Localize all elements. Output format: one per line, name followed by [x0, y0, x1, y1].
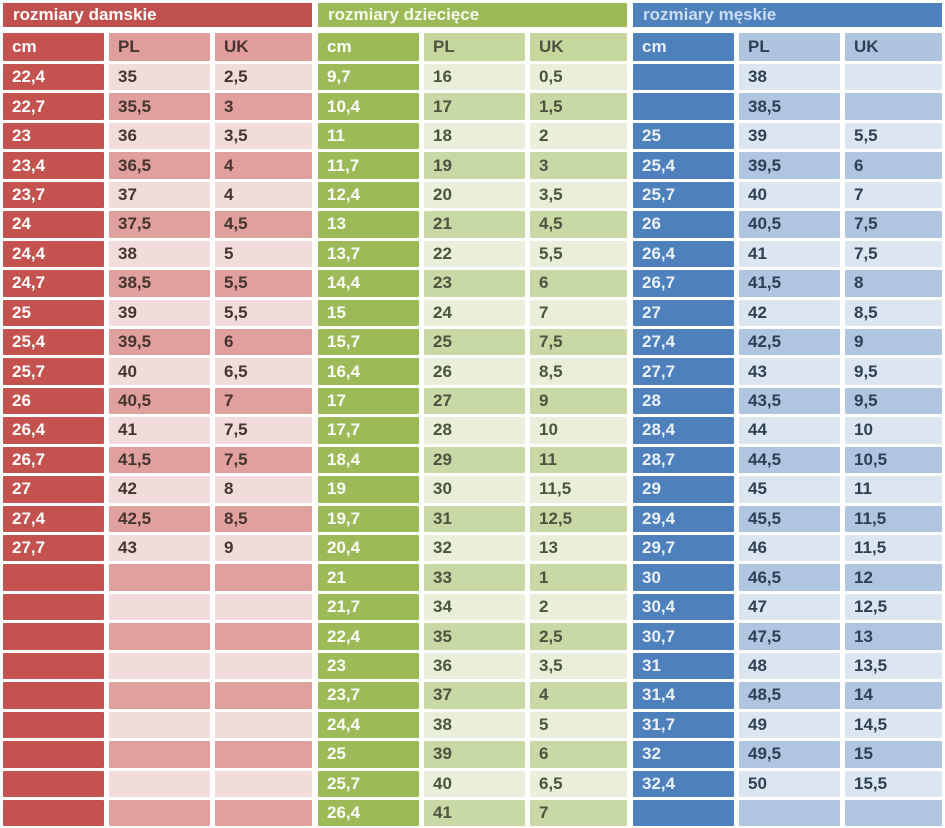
cm-value-cell	[3, 564, 104, 590]
size-value-cell: 40	[424, 771, 525, 797]
cm-value-cell: 25,7	[633, 182, 734, 208]
size-value-cell: 48	[739, 653, 840, 679]
cm-value-cell: 19,7	[318, 506, 419, 532]
size-value-cell: 5,5	[215, 300, 312, 326]
size-value-cell: 38	[109, 241, 210, 267]
cm-value-cell: 29	[633, 476, 734, 502]
cm-value-cell: 10,4	[318, 93, 419, 119]
cm-value-cell: 30,4	[633, 594, 734, 620]
size-value-cell: 0,5	[530, 64, 627, 90]
cm-value-cell: 22,7	[3, 93, 104, 119]
cm-value-cell: 25	[3, 300, 104, 326]
size-value-cell: 15,5	[845, 771, 942, 797]
cm-value-cell: 24	[3, 211, 104, 237]
cm-value-cell: 13,7	[318, 241, 419, 267]
cm-value-cell: 32	[633, 741, 734, 767]
cm-value-cell: 28	[633, 388, 734, 414]
cm-value-cell: 23,4	[3, 152, 104, 178]
size-value-cell	[845, 93, 942, 119]
size-value-cell: 39	[109, 300, 210, 326]
size-value-cell: 50	[739, 771, 840, 797]
cm-value-cell: 28,7	[633, 447, 734, 473]
size-value-cell: 11,5	[845, 535, 942, 561]
size-value-cell: 41	[109, 417, 210, 443]
cm-value-cell: 20,4	[318, 535, 419, 561]
size-value-cell: 2,5	[530, 623, 627, 649]
size-value-cell: 40	[109, 358, 210, 384]
size-value-cell	[109, 564, 210, 590]
cm-value-cell: 31	[633, 653, 734, 679]
size-value-cell: 19	[424, 152, 525, 178]
size-value-cell	[109, 800, 210, 826]
cm-value-cell: 27,4	[3, 506, 104, 532]
cm-value-cell: 31,7	[633, 712, 734, 738]
cm-value-cell: 21,7	[318, 594, 419, 620]
size-value-cell: 35	[424, 623, 525, 649]
size-value-cell: 39	[424, 741, 525, 767]
size-value-cell	[109, 682, 210, 708]
cm-value-cell: 26	[633, 211, 734, 237]
size-value-cell: 4	[215, 152, 312, 178]
size-value-cell: 44,5	[739, 447, 840, 473]
size-value-cell: 5,5	[215, 270, 312, 296]
size-value-cell: 41	[739, 241, 840, 267]
size-value-cell	[109, 712, 210, 738]
size-value-cell: 16	[424, 64, 525, 90]
size-value-cell: 48,5	[739, 682, 840, 708]
size-value-cell: 37	[109, 182, 210, 208]
cm-value-cell	[3, 771, 104, 797]
cm-value-cell: 31,4	[633, 682, 734, 708]
cm-value-cell	[3, 653, 104, 679]
size-value-cell: 28	[424, 417, 525, 443]
size-value-cell: 11	[530, 447, 627, 473]
cm-value-cell: 25,7	[318, 771, 419, 797]
size-value-cell: 8,5	[530, 358, 627, 384]
cm-value-cell: 14,4	[318, 270, 419, 296]
cm-value-cell: 19	[318, 476, 419, 502]
cm-value-cell: 27,4	[633, 329, 734, 355]
size-value-cell: 43,5	[739, 388, 840, 414]
size-value-cell: 39	[739, 123, 840, 149]
section-men-sizes	[633, 3, 942, 825]
size-value-cell	[109, 653, 210, 679]
size-value-cell: 1,5	[530, 93, 627, 119]
column-header-pl: PL	[739, 33, 840, 61]
size-value-cell: 38,5	[109, 270, 210, 296]
size-value-cell: 26	[424, 358, 525, 384]
size-value-cell: 7,5	[530, 329, 627, 355]
cm-value-cell: 23	[3, 123, 104, 149]
size-value-cell: 7,5	[845, 241, 942, 267]
size-value-cell	[109, 623, 210, 649]
size-value-cell	[215, 741, 312, 767]
size-value-cell: 5	[215, 241, 312, 267]
cm-value-cell: 30	[633, 564, 734, 590]
cm-value-cell: 29,4	[633, 506, 734, 532]
size-value-cell: 40	[739, 182, 840, 208]
section-title-women: rozmiary damskie	[3, 3, 312, 27]
size-value-cell: 41	[424, 800, 525, 826]
cm-value-cell: 12,4	[318, 182, 419, 208]
cm-value-cell: 18,4	[318, 447, 419, 473]
size-value-cell: 11,5	[530, 476, 627, 502]
cm-value-cell: 27,7	[3, 535, 104, 561]
size-value-cell: 27	[424, 388, 525, 414]
size-value-cell: 13	[845, 623, 942, 649]
cm-value-cell: 22,4	[3, 64, 104, 90]
size-value-cell: 7,5	[845, 211, 942, 237]
size-value-cell	[215, 771, 312, 797]
size-value-cell: 4	[530, 682, 627, 708]
size-value-cell: 15	[845, 741, 942, 767]
table-men-sizes	[633, 33, 942, 826]
size-value-cell: 6	[530, 270, 627, 296]
size-value-cell: 3	[215, 93, 312, 119]
cm-value-cell	[633, 64, 734, 90]
cm-value-cell: 11,7	[318, 152, 419, 178]
size-value-cell: 10	[530, 417, 627, 443]
size-value-cell	[215, 653, 312, 679]
column-header-pl: PL	[109, 33, 210, 61]
cm-value-cell	[3, 712, 104, 738]
cm-value-cell: 28,4	[633, 417, 734, 443]
size-value-cell: 38,5	[739, 93, 840, 119]
size-value-cell: 12,5	[845, 594, 942, 620]
cm-value-cell: 17	[318, 388, 419, 414]
size-value-cell: 5	[530, 712, 627, 738]
cm-value-cell: 26,4	[318, 800, 419, 826]
size-value-cell: 3,5	[215, 123, 312, 149]
section-children-sizes	[318, 3, 627, 825]
size-value-cell	[215, 623, 312, 649]
size-value-cell: 9,5	[845, 388, 942, 414]
size-value-cell: 9	[215, 535, 312, 561]
size-value-cell: 7,5	[215, 417, 312, 443]
cm-value-cell: 23	[318, 653, 419, 679]
size-value-cell: 47,5	[739, 623, 840, 649]
size-value-cell: 40,5	[739, 211, 840, 237]
cm-value-cell: 26,4	[633, 241, 734, 267]
size-value-cell: 17	[424, 93, 525, 119]
size-value-cell: 49	[739, 712, 840, 738]
size-value-cell	[215, 682, 312, 708]
size-value-cell: 41,5	[739, 270, 840, 296]
cm-value-cell: 29,7	[633, 535, 734, 561]
cm-value-cell: 13	[318, 211, 419, 237]
size-value-cell: 34	[424, 594, 525, 620]
cm-value-cell: 17,7	[318, 417, 419, 443]
cm-value-cell: 30,7	[633, 623, 734, 649]
size-value-cell: 13,5	[845, 653, 942, 679]
cm-value-cell	[3, 741, 104, 767]
cm-value-cell	[3, 594, 104, 620]
size-value-cell: 4,5	[215, 211, 312, 237]
column-header-uk: UK	[530, 33, 627, 61]
size-value-cell: 7,5	[215, 447, 312, 473]
size-value-cell: 2,5	[215, 64, 312, 90]
cm-value-cell: 26,4	[3, 417, 104, 443]
size-value-cell: 21	[424, 211, 525, 237]
size-value-cell: 8,5	[215, 506, 312, 532]
size-value-cell: 2	[530, 123, 627, 149]
size-value-cell: 6	[530, 741, 627, 767]
size-value-cell: 7	[215, 388, 312, 414]
cm-value-cell: 25,4	[633, 152, 734, 178]
column-header-cm: cm	[318, 33, 419, 61]
section-women-sizes	[3, 3, 312, 825]
size-value-cell: 39,5	[739, 152, 840, 178]
size-value-cell: 6,5	[530, 771, 627, 797]
size-value-cell: 4	[215, 182, 312, 208]
size-value-cell: 11	[845, 476, 942, 502]
size-value-cell: 2	[530, 594, 627, 620]
cm-value-cell: 25	[318, 741, 419, 767]
size-value-cell: 38	[739, 64, 840, 90]
section-title-men: rozmiary męskie	[633, 3, 942, 27]
size-value-cell: 1	[530, 564, 627, 590]
size-value-cell: 8	[215, 476, 312, 502]
cm-value-cell: 21	[318, 564, 419, 590]
size-value-cell: 44	[739, 417, 840, 443]
size-value-cell	[109, 771, 210, 797]
size-value-cell	[845, 64, 942, 90]
size-value-cell: 43	[109, 535, 210, 561]
cm-value-cell	[3, 623, 104, 649]
size-value-cell: 25	[424, 329, 525, 355]
cm-value-cell: 26,7	[3, 447, 104, 473]
size-value-cell	[109, 594, 210, 620]
column-header-cm: cm	[633, 33, 734, 61]
cm-value-cell	[3, 800, 104, 826]
size-value-cell: 7	[530, 300, 627, 326]
size-value-cell: 3	[530, 152, 627, 178]
cm-value-cell	[633, 93, 734, 119]
size-value-cell: 47	[739, 594, 840, 620]
size-value-cell: 36,5	[109, 152, 210, 178]
size-value-cell: 42,5	[739, 329, 840, 355]
size-value-cell: 41,5	[109, 447, 210, 473]
size-value-cell: 12	[845, 564, 942, 590]
cm-value-cell: 26,7	[633, 270, 734, 296]
size-value-cell: 7	[530, 800, 627, 826]
cm-value-cell: 26	[3, 388, 104, 414]
size-value-cell: 38	[424, 712, 525, 738]
column-header-pl: PL	[424, 33, 525, 61]
size-value-cell: 3,5	[530, 653, 627, 679]
size-value-cell: 7	[845, 182, 942, 208]
cm-value-cell: 22,4	[318, 623, 419, 649]
cm-value-cell	[633, 800, 734, 826]
size-value-cell: 35,5	[109, 93, 210, 119]
size-value-cell	[109, 741, 210, 767]
size-value-cell: 11,5	[845, 506, 942, 532]
size-value-cell: 30	[424, 476, 525, 502]
cm-value-cell: 9,7	[318, 64, 419, 90]
size-value-cell: 14	[845, 682, 942, 708]
size-value-cell: 14,5	[845, 712, 942, 738]
cm-value-cell: 25	[633, 123, 734, 149]
cm-value-cell: 11	[318, 123, 419, 149]
cm-value-cell: 23,7	[3, 182, 104, 208]
table-children-sizes	[318, 33, 627, 826]
size-value-cell: 13	[530, 535, 627, 561]
cm-value-cell: 15	[318, 300, 419, 326]
cm-value-cell: 15,7	[318, 329, 419, 355]
size-value-cell: 46,5	[739, 564, 840, 590]
size-value-cell: 22	[424, 241, 525, 267]
size-value-cell: 29	[424, 447, 525, 473]
size-value-cell: 42	[739, 300, 840, 326]
cm-value-cell: 27	[3, 476, 104, 502]
size-value-cell: 42,5	[109, 506, 210, 532]
size-value-cell: 42	[109, 476, 210, 502]
size-value-cell: 8	[845, 270, 942, 296]
size-value-cell: 36	[424, 653, 525, 679]
size-value-cell: 6	[215, 329, 312, 355]
cm-value-cell: 24,4	[3, 241, 104, 267]
cm-value-cell: 23,7	[318, 682, 419, 708]
size-value-cell: 32	[424, 535, 525, 561]
size-value-cell: 33	[424, 564, 525, 590]
cm-value-cell: 25,4	[3, 329, 104, 355]
size-value-cell: 5,5	[845, 123, 942, 149]
size-value-cell: 46	[739, 535, 840, 561]
size-value-cell	[215, 800, 312, 826]
cm-value-cell: 27,7	[633, 358, 734, 384]
size-value-cell	[845, 800, 942, 826]
size-value-cell: 37,5	[109, 211, 210, 237]
size-value-cell: 10,5	[845, 447, 942, 473]
size-value-cell: 6	[845, 152, 942, 178]
size-value-cell: 31	[424, 506, 525, 532]
cm-value-cell: 16,4	[318, 358, 419, 384]
cm-value-cell: 25,7	[3, 358, 104, 384]
cm-value-cell	[3, 682, 104, 708]
column-header-cm: cm	[3, 33, 104, 61]
column-header-uk: UK	[845, 33, 942, 61]
size-value-cell: 10	[845, 417, 942, 443]
size-value-cell: 39,5	[109, 329, 210, 355]
size-value-cell: 20	[424, 182, 525, 208]
size-value-cell: 6,5	[215, 358, 312, 384]
size-value-cell	[739, 800, 840, 826]
cm-value-cell: 24,4	[318, 712, 419, 738]
size-value-cell: 9	[845, 329, 942, 355]
size-value-cell: 40,5	[109, 388, 210, 414]
size-value-cell: 36	[109, 123, 210, 149]
size-value-cell: 23	[424, 270, 525, 296]
size-value-cell	[215, 564, 312, 590]
size-value-cell: 37	[424, 682, 525, 708]
size-value-cell: 18	[424, 123, 525, 149]
cm-value-cell: 32,4	[633, 771, 734, 797]
size-value-cell: 43	[739, 358, 840, 384]
size-value-cell: 8,5	[845, 300, 942, 326]
size-value-cell	[215, 594, 312, 620]
size-value-cell	[215, 712, 312, 738]
cm-value-cell: 24,7	[3, 270, 104, 296]
column-header-uk: UK	[215, 33, 312, 61]
size-value-cell: 4,5	[530, 211, 627, 237]
table-women-sizes	[3, 33, 312, 826]
size-value-cell: 9	[530, 388, 627, 414]
size-value-cell: 3,5	[530, 182, 627, 208]
size-value-cell: 49,5	[739, 741, 840, 767]
size-value-cell: 45	[739, 476, 840, 502]
size-value-cell: 9,5	[845, 358, 942, 384]
section-title-children: rozmiary dziecięce	[318, 3, 627, 27]
size-value-cell: 35	[109, 64, 210, 90]
size-value-cell: 45,5	[739, 506, 840, 532]
size-value-cell: 24	[424, 300, 525, 326]
cm-value-cell: 27	[633, 300, 734, 326]
size-value-cell: 5,5	[530, 241, 627, 267]
size-value-cell: 12,5	[530, 506, 627, 532]
